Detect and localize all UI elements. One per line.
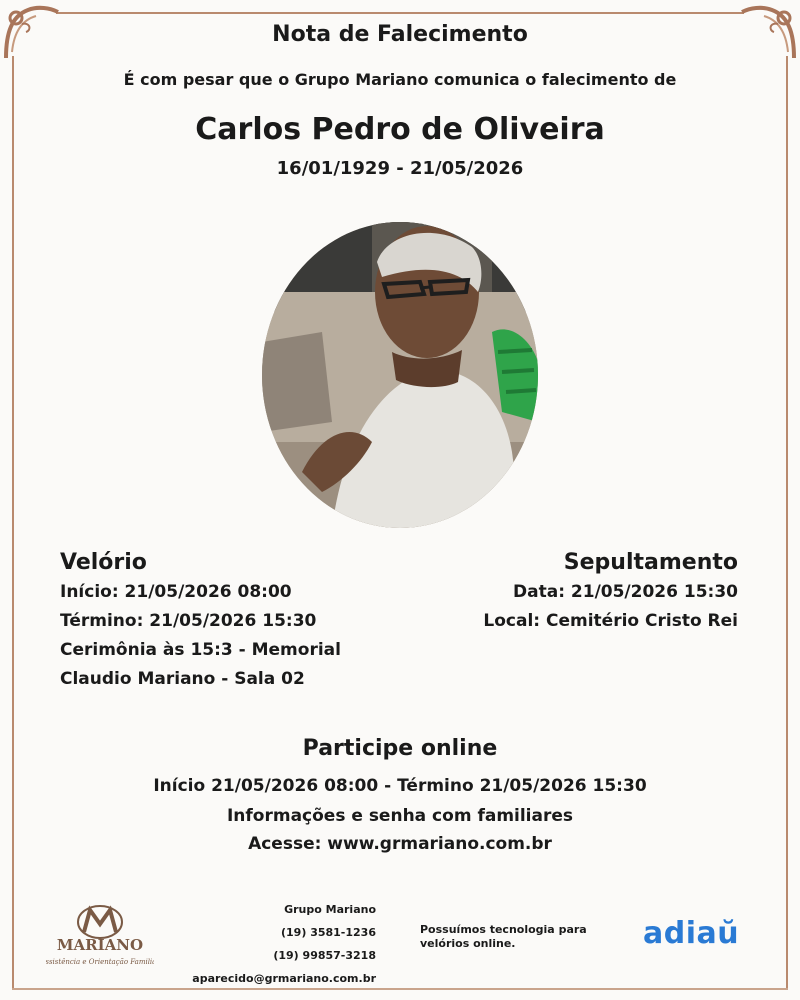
online-schedule: Início 21/05/2026 08:00 - Término 21/05/2026 15:30 [153, 776, 647, 796]
frame-bottom-border [12, 988, 788, 990]
online-info: Informações e senha com familiares [226, 806, 574, 826]
tech-note [420, 923, 587, 951]
deceased-name: Carlos Pedro de Oliveira [195, 112, 605, 147]
portrait-image [262, 222, 538, 528]
velorio-local: Claudio Mariano - Sala 02 [60, 669, 305, 689]
logo-wordmark: MARIANO [56, 936, 144, 954]
tech-note-line1: Possuímos tecnologia para [420, 923, 587, 936]
logo-tagline: Assistência e Orientação Familiar [46, 958, 154, 966]
mariano-logo [46, 902, 154, 970]
phone-landline[interactable]: (19) 3581-1236 [281, 926, 376, 939]
velorio-section [60, 548, 341, 694]
contact-block [192, 898, 376, 990]
phone-mobile[interactable]: (19) 99857-3218 [273, 949, 376, 962]
company-name: Grupo Mariano [284, 903, 376, 916]
sepultamento-heading: Sepultamento [563, 550, 738, 575]
portrait-photo [262, 222, 538, 528]
frame-top-border [56, 12, 744, 14]
adiau-logo: adiaŭ [643, 916, 740, 951]
velorio-heading: Velório [60, 550, 147, 575]
online-website-link[interactable]: Acesse: www.grmariano.com.br [248, 834, 552, 854]
sepultamento-data: Data: 21/05/2026 15:30 [513, 582, 738, 602]
life-dates: 16/01/1929 - 21/05/2026 [276, 158, 524, 179]
mariano-logo-icon [46, 902, 154, 970]
velorio-cerimonia: Cerimônia às 15:3 - Memorial [60, 640, 341, 660]
tech-note-line2: velórios online. [420, 937, 516, 950]
online-heading: Participe online [302, 736, 498, 761]
sepultamento-local: Local: Cemitério Cristo Rei [483, 611, 738, 631]
velorio-inicio: Início: 21/05/2026 08:00 [60, 582, 292, 602]
velorio-termino: Término: 21/05/2026 15:30 [60, 611, 317, 631]
sepultamento-section [483, 548, 738, 636]
announcement-intro: É com pesar que o Grupo Mariano comunica o falecimento de [123, 70, 677, 89]
page-title: Nota de Falecimento [272, 22, 528, 47]
email-link[interactable]: aparecido@grmariano.com.br [192, 972, 376, 985]
